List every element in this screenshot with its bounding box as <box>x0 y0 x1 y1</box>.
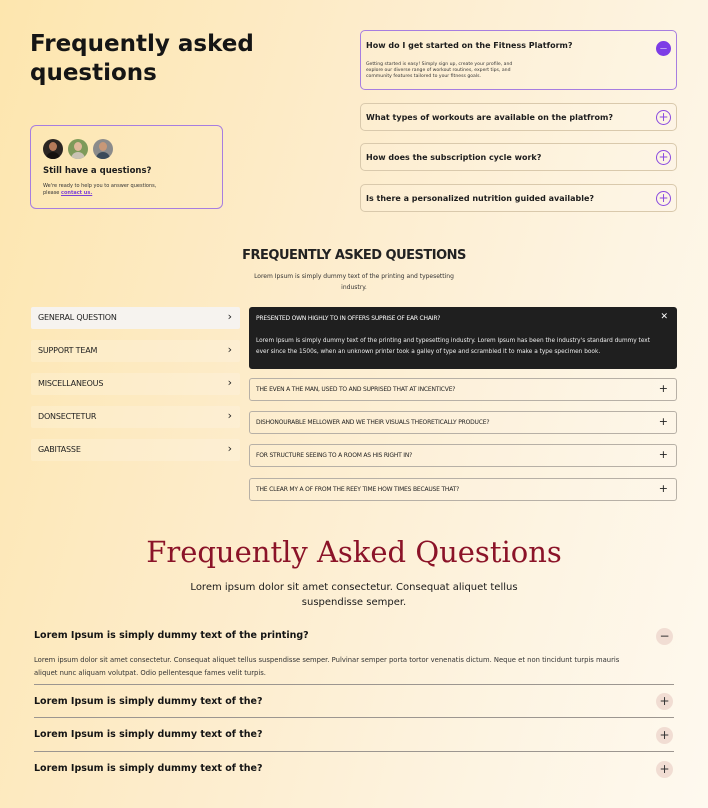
faq-item[interactable] <box>360 143 677 171</box>
accordion-question: PRESENTED OWN HIGHLY TO IN OFFERS SUPRISE OF EAR CHAIR? <box>256 315 441 322</box>
faq-question: Is there a personalized nutrition guided available? <box>366 194 595 203</box>
divider <box>34 684 674 685</box>
chevron-right-icon: › <box>227 376 232 389</box>
section-title: Frequently Asked Questions <box>146 535 562 569</box>
category-label: DONSECTETUR <box>38 412 97 421</box>
expand-button[interactable]: + <box>656 150 671 165</box>
category-tab-support[interactable] <box>31 340 240 362</box>
contact-card-body: We're ready to help you to answer questions, please <box>43 183 157 196</box>
faq-question: How does the subscription cycle work? <box>366 153 542 162</box>
collapse-button[interactable]: − <box>656 628 673 645</box>
faq-question: What types of workouts are available on the platfrom? <box>366 113 613 122</box>
expand-button[interactable]: + <box>656 693 673 710</box>
accordion-question: FOR STRUCTURE SEEING TO A ROOM AS HIS RIGHT IN? <box>256 452 413 459</box>
category-label: GENERAL QUESTION <box>38 313 117 322</box>
expand-button[interactable]: + <box>656 727 673 744</box>
chevron-right-icon: › <box>227 310 232 323</box>
section-subtitle: Lorem Ipsum is simply dummy text of the printing and typesetting industry. <box>254 273 454 291</box>
faq-title: Frequently asked questions <box>30 31 254 86</box>
category-label: MISCELLANEOUS <box>38 379 104 388</box>
contact-card <box>30 125 223 209</box>
chevron-right-icon: › <box>227 343 232 356</box>
faq-question: Lorem Ipsum is simply dummy text of the printing? <box>34 630 309 641</box>
accordion-answer: Lorem Ipsum is simply dummy text of the printing and typesetting industry. Lorem Ipsum has been the industry's standard dummy text ever since the 1500s, when an unknown printer took a galley of type and scrambled it to make a type specimen book. <box>256 338 650 355</box>
category-tab-gabitasse[interactable] <box>31 439 240 461</box>
faq-answer: Lorem ipsum dolor sit amet consectetur. Consequat aliquet tellus suspendisse semper. Pulvinar semper porta tortor venenatis dictum. Neque et non tincidunt turpis mauris aliquet nunc aliquam volutpat. Odio pellentesque fames velit turpis. <box>34 656 620 677</box>
faq-question: Lorem Ipsum is simply dummy text of the? <box>34 696 263 707</box>
faq-question: Lorem Ipsum is simply dummy text of the? <box>34 763 263 774</box>
avatar-group <box>43 139 118 159</box>
category-tab-misc[interactable] <box>31 373 240 395</box>
avatar <box>68 139 88 159</box>
faq-item[interactable] <box>360 103 677 131</box>
avatar <box>43 139 63 159</box>
category-tab-donsectetur[interactable] <box>31 406 240 428</box>
contact-us-link[interactable]: contact us. <box>60 190 93 196</box>
chevron-right-icon: › <box>227 442 232 455</box>
faq-answer: Getting started is easy! Simply sign up, create your profile, and explore our diverse range of workout routines, expert tips, and community features tailored to your fitness goals. <box>366 62 513 79</box>
accordion-question: THE EVEN A THE MAN, USED TO AND SUPRISED THAT AT INCENTICVE? <box>256 386 456 393</box>
accordion-item[interactable] <box>249 411 677 434</box>
category-label: SUPPORT TEAM <box>38 346 98 355</box>
plus-icon[interactable]: + <box>658 382 668 395</box>
faq-item[interactable] <box>360 184 677 212</box>
plus-icon[interactable]: + <box>658 415 668 428</box>
accordion-item[interactable] <box>249 444 677 467</box>
contact-card-title: Still have a questions? <box>43 166 152 176</box>
accordion-item-open[interactable] <box>249 307 677 369</box>
accordion-item[interactable] <box>249 378 677 401</box>
faq-question: How do I get started on the Fitness Platform? <box>366 41 573 50</box>
accordion-question: THE CLEAR MY A OF FROM THE REEY TIME HOW TIMES BECAUSE THAT? <box>256 486 460 493</box>
contact-card-text <box>43 183 173 197</box>
category-label: GABITASSE <box>38 445 81 454</box>
expand-button[interactable]: + <box>656 191 671 206</box>
plus-icon[interactable]: + <box>658 448 668 461</box>
expand-button[interactable]: + <box>656 110 671 125</box>
faq-question: Lorem Ipsum is simply dummy text of the? <box>34 729 263 740</box>
section-title: FREQUENTLY ASKED QUESTIONS <box>242 248 466 263</box>
divider <box>34 751 674 752</box>
category-tab-general[interactable] <box>31 307 240 329</box>
avatar <box>93 139 113 159</box>
divider <box>34 717 674 718</box>
section-subtitle: Lorem ipsum dolor sit amet consectetur. Consequat aliquet tellus suspendisse semper. <box>190 582 518 608</box>
expand-button[interactable]: + <box>656 761 673 778</box>
close-icon[interactable]: ✕ <box>660 312 668 322</box>
chevron-right-icon: › <box>227 409 232 422</box>
plus-icon[interactable]: + <box>658 482 668 495</box>
accordion-question: DISHONOURABLE MELLOWER AND WE THEIR VISUALS THEORETICALLY PRODUCE? <box>256 419 490 426</box>
collapse-button[interactable]: — <box>656 41 671 56</box>
faq-item-open[interactable] <box>360 30 677 90</box>
accordion-item[interactable] <box>249 478 677 501</box>
